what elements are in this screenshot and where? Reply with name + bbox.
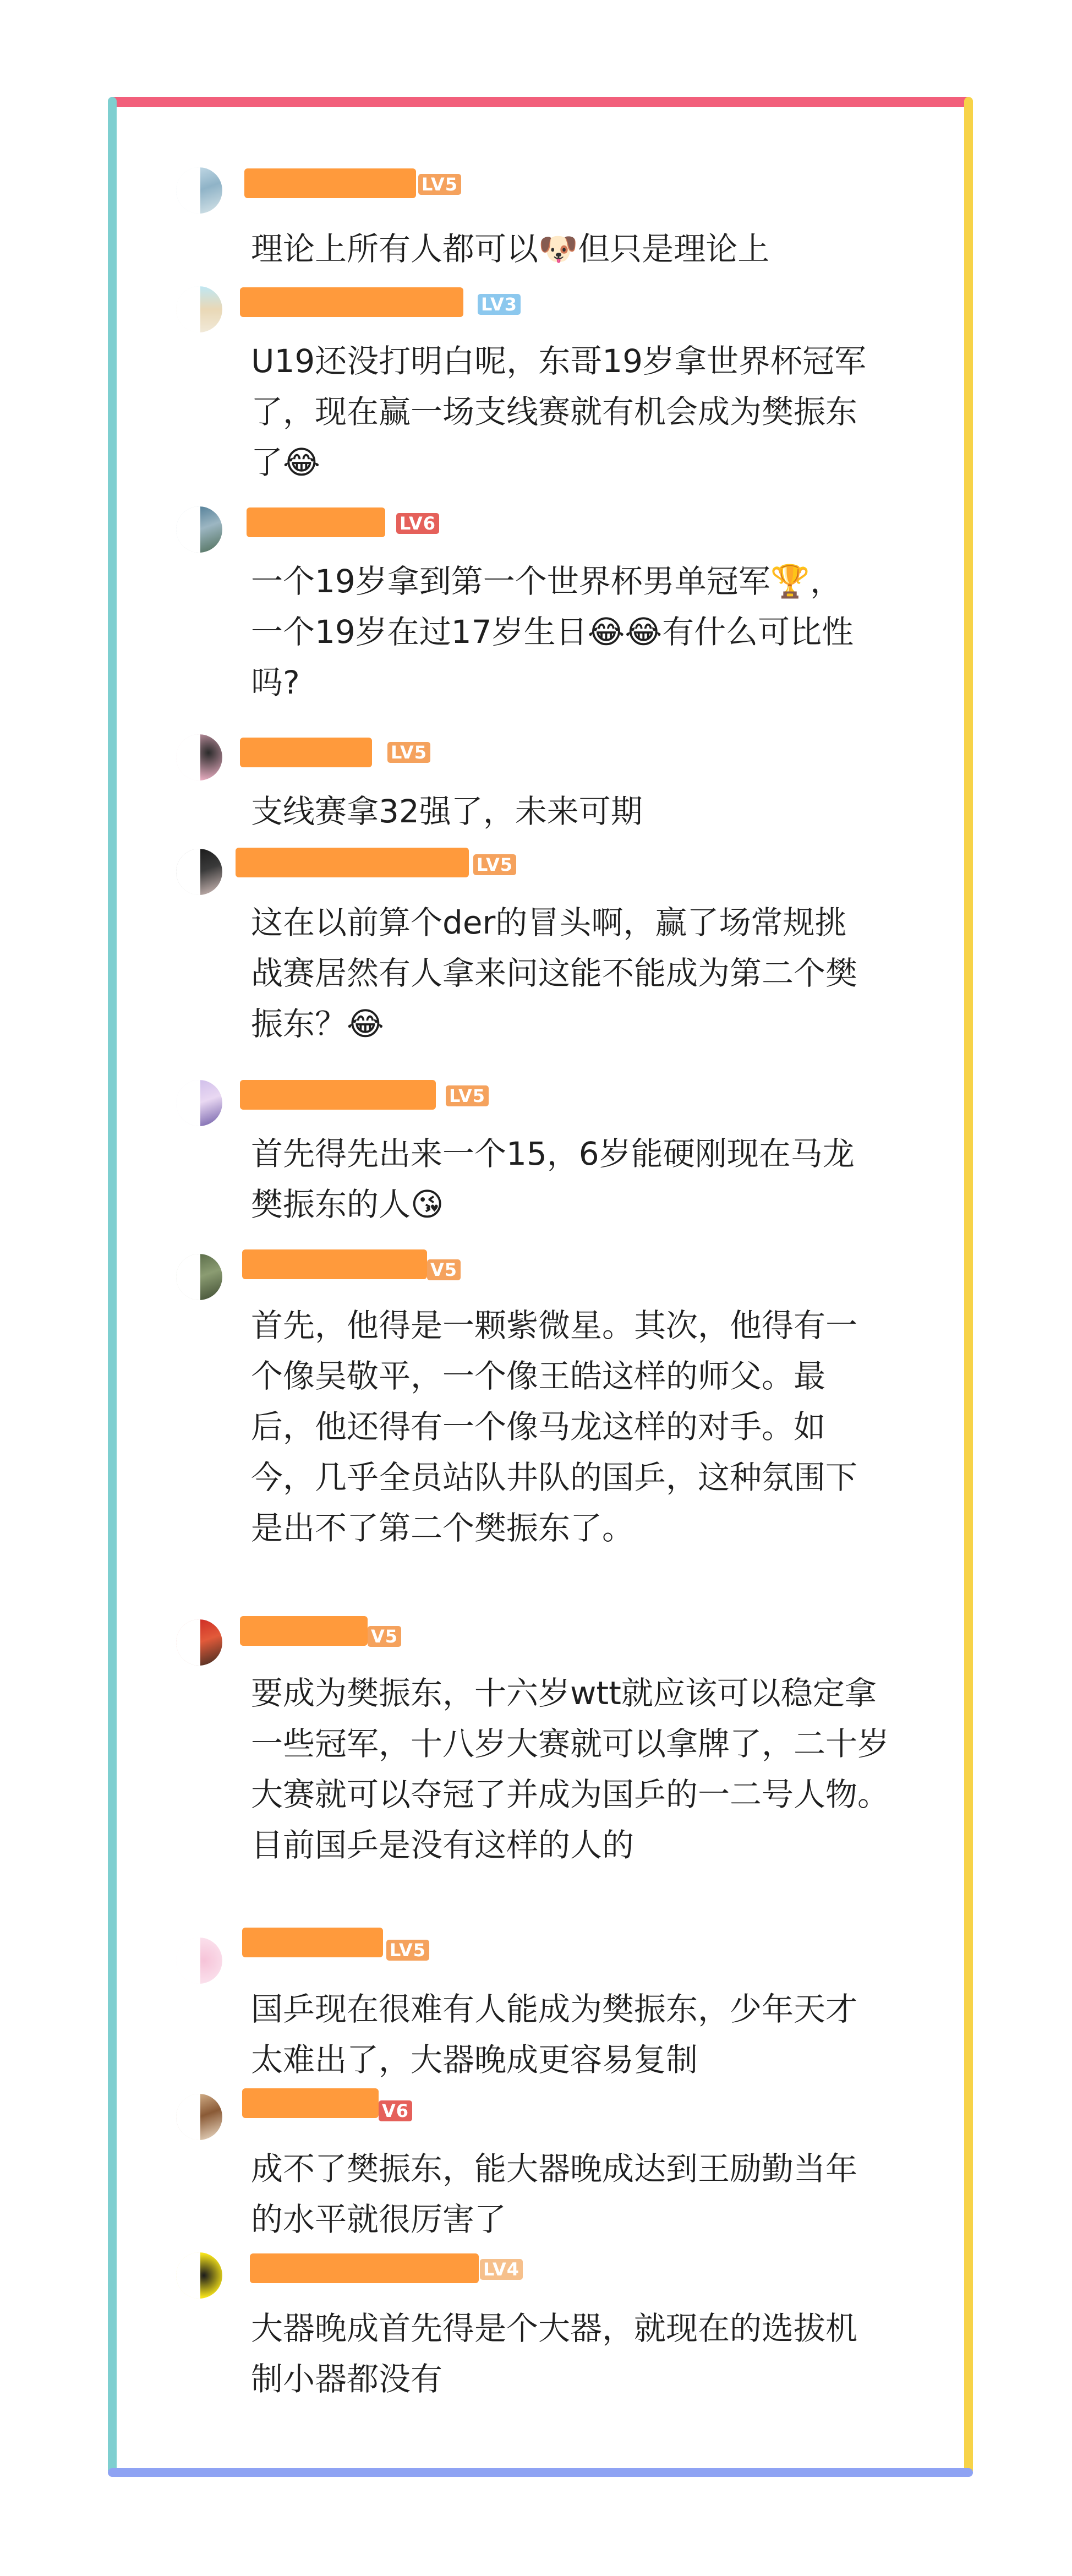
username-redacted[interactable] [242,1249,427,1279]
level-badge: LV5 [446,1085,489,1106]
user-avatar[interactable] [176,734,222,781]
frame-right-border [964,97,973,2475]
username-redacted[interactable] [250,2253,479,2283]
comment-text: 国乒现在很难有人能成为樊振东，少年天才太难出了，大器晚成更容易复制 [251,1990,858,2078]
comment-text: U19还没打明白呢，东哥19岁拿世界杯冠军了，现在赢一场支线赛就有机会成为樊振东了😂 [251,342,867,481]
user-avatar[interactable] [176,2252,222,2299]
user-avatar[interactable] [176,1254,222,1300]
username-redacted[interactable] [240,738,372,767]
user-avatar[interactable] [176,2094,222,2140]
frame-left-border [108,97,117,2475]
username-redacted[interactable] [247,507,385,537]
level-badge: LV5 [418,174,461,195]
level-badge: V5 [368,1626,401,1647]
comment-text: 首先得先出来一个15，6岁能硬刚现在马龙樊振东的人😘 [251,1135,855,1223]
user-avatar[interactable] [176,1080,222,1126]
level-badge: LV4 [480,2259,523,2280]
level-badge: V5 [427,1259,461,1280]
username-redacted[interactable] [240,1080,436,1110]
username-redacted[interactable] [240,287,463,317]
comment-text: 这在以前算个der的冒头啊，赢了场常规挑战赛居然有人拿来问这能不能成为第二个樊振东？😂 [251,904,858,1043]
user-avatar[interactable] [176,167,222,214]
username-redacted[interactable] [240,1616,368,1646]
user-avatar[interactable] [176,849,222,895]
user-avatar[interactable] [176,1938,222,1984]
comment-text: 大器晚成首先得是个大器，就现在的选拔机制小器都没有 [251,2310,858,2398]
user-avatar[interactable] [176,506,222,553]
level-badge: LV3 [478,294,521,315]
level-badge: LV5 [386,1940,429,1961]
comment-text: 理论上所有人都可以🐶但只是理论上 [251,230,770,268]
level-badge: LV6 [396,513,439,534]
comment-text: 支线赛拿32强了，未来可期 [251,793,643,830]
level-badge: LV5 [387,742,430,763]
username-redacted[interactable] [242,2088,379,2118]
comment-text: 首先，他得是一颗紫微星。其次，他得有一个像吴敬平，一个像王皓这样的师父。最后，他还得有一个像马龙这样的对手。如今，几乎全员站队井队的国乒，这种氛围下是出不了第二个樊振东了。 [251,1307,858,1547]
frame-bottom-border [108,2468,973,2477]
user-avatar[interactable] [176,286,222,332]
user-avatar[interactable] [176,1619,222,1666]
username-redacted[interactable] [236,848,469,877]
comment-text: 要成为樊振东，十六岁wtt就应该可以稳定拿一些冠军，十八岁大赛就可以拿牌了，二十岁大赛就可以夺冠了并成为国乒的一二号人物。目前国乒是没有这样的人的 [251,1674,890,1864]
level-badge: V6 [379,2100,412,2121]
frame-top-border [108,97,973,107]
username-redacted[interactable] [244,168,416,198]
comment-text: 一个19岁拿到第一个世界杯男单冠军🏆，一个19岁在过17岁生日😂😂有什么可比性吗? [251,563,854,701]
comment-text: 成不了樊振东，能大器晚成达到王励勤当年的水平就很厉害了 [251,2150,858,2238]
level-badge: LV5 [473,854,516,875]
username-redacted[interactable] [242,1928,383,1957]
